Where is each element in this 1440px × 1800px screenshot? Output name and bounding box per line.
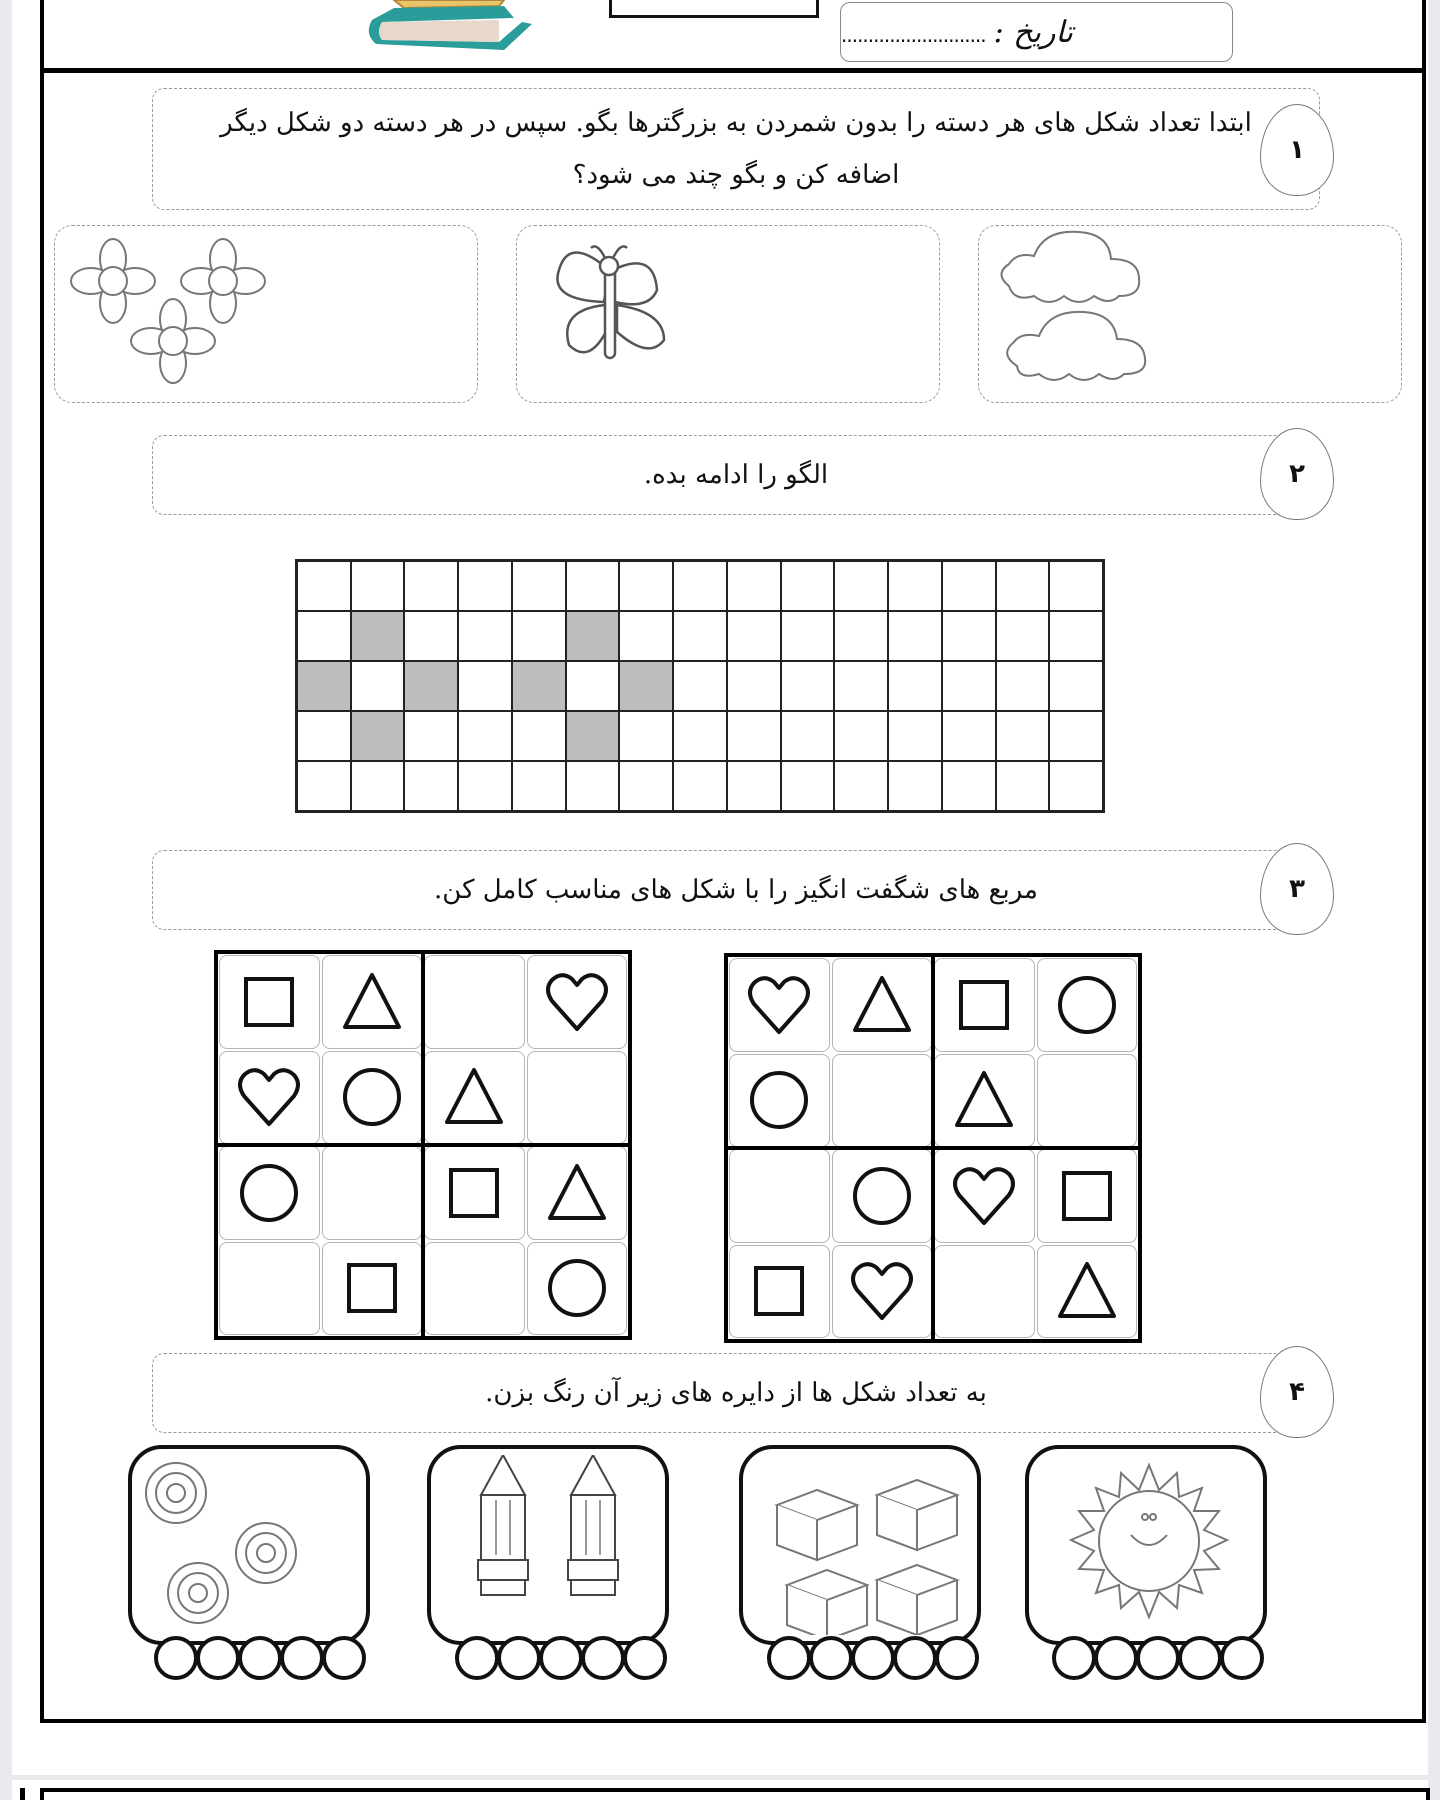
date-placeholder: ........................... [841, 23, 986, 47]
worksheet-page [12, 0, 1428, 1775]
date-label: تاریخ : [993, 14, 1073, 50]
page-border [40, 0, 1426, 1723]
question-2-number: ۲ [1260, 428, 1334, 520]
question-4-text: به تعداد شکل ها از دایره های زیر آن رنگ بزن. [485, 1378, 987, 1408]
question-2-text: الگو را ادامه بده. [643, 460, 829, 490]
question-4-number: ۴ [1260, 1346, 1334, 1438]
question-1-number: ۱ [1260, 104, 1334, 196]
question-3-text: مربع های شگفت انگیز را با شکل های مناسب کامل کن. [434, 875, 1038, 905]
next-page-border [40, 1788, 1430, 1800]
page-edge [20, 1788, 25, 1800]
question-1-text: ابتدا تعداد شکل های هر دسته را بدون شمردن به بزرگترها بگو. سپس در هر دسته دو شکل دیگر اضافه کن و بگو چند می شود؟ [220, 108, 1252, 190]
question-3-number: ۳ [1260, 843, 1334, 935]
next-page-preview [12, 1780, 1428, 1800]
